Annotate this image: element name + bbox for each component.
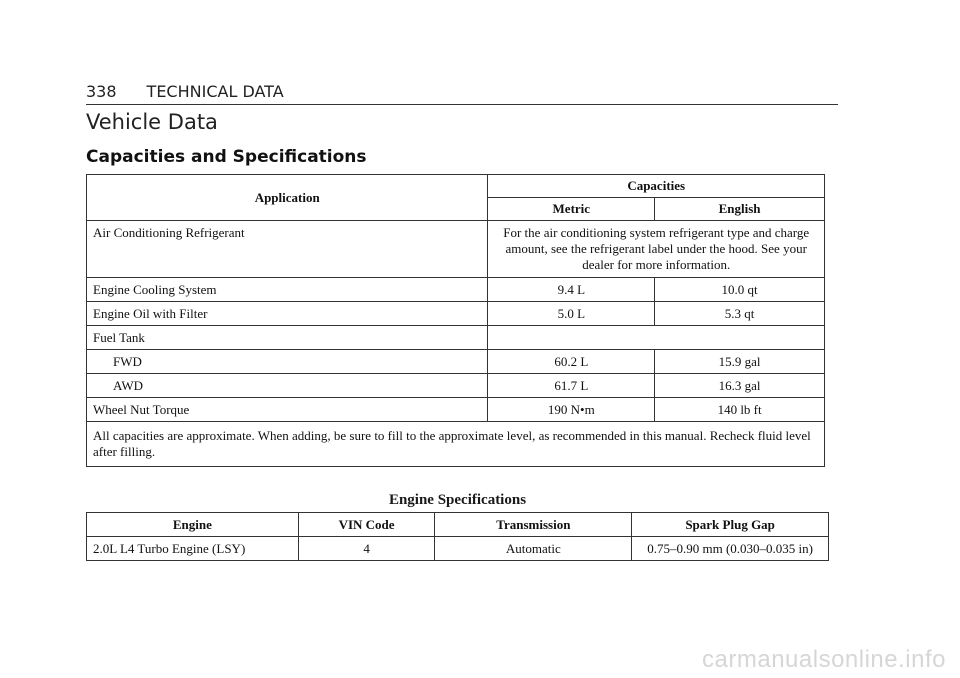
transmission-header: Transmission [435, 513, 632, 537]
table-row [87, 422, 825, 467]
vin-code-cell: 4 [298, 537, 435, 561]
section-heading: Capacities and Specifications [86, 147, 367, 167]
english-value: 15.9 gal [655, 350, 825, 374]
row-label: Engine Cooling System [87, 278, 488, 302]
engine-specs-title: Engine Specifications [388, 492, 527, 508]
section-title: TECHNICAL DATA [146, 82, 284, 101]
table-row [87, 350, 825, 374]
english-value: 140 lb ft [655, 398, 825, 422]
metric-value: 60.2 L [488, 350, 655, 374]
row-label: FWD [87, 350, 488, 374]
page-number: 338 [86, 82, 117, 101]
metric-header: Metric [488, 198, 655, 221]
watermark: carmanualsonline.info [702, 646, 946, 673]
ac-refrigerant-note: For the air conditioning system refrigerant type and charge amount, see the refrigerant label under the hood. See your dealer for more information. [488, 221, 825, 278]
capacities-header: Capacities [488, 175, 825, 198]
table-row [87, 326, 825, 350]
table-row [87, 537, 829, 561]
table-row [87, 374, 825, 398]
row-label: Wheel Nut Torque [87, 398, 488, 422]
application-header: Application [87, 175, 488, 221]
capacities-footnote: All capacities are approximate. When adding, be sure to fill to the approximate level, as recommended in this manual. Recheck fluid level after filling. [87, 422, 825, 467]
row-label: Engine Oil with Filter [87, 302, 488, 326]
spark-plug-gap-cell: 0.75–0.90 mm (0.030–0.035 in) [632, 537, 829, 561]
capacities-table [86, 174, 825, 467]
metric-value: 61.7 L [488, 374, 655, 398]
metric-value: 5.0 L [488, 302, 655, 326]
page-title: Vehicle Data [86, 110, 218, 134]
english-value: 10.0 qt [655, 278, 825, 302]
row-label: Fuel Tank [87, 326, 488, 350]
engine-header: Engine [87, 513, 299, 537]
metric-value: 9.4 L [488, 278, 655, 302]
page-header [86, 82, 838, 105]
table-row [87, 398, 825, 422]
english-header: English [655, 198, 825, 221]
table-row [87, 221, 825, 278]
vin-code-header: VIN Code [298, 513, 435, 537]
transmission-cell: Automatic [435, 537, 632, 561]
spark-plug-gap-header: Spark Plug Gap [632, 513, 829, 537]
english-value: 5.3 qt [655, 302, 825, 326]
metric-value: 190 N•m [488, 398, 655, 422]
row-label: Air Conditioning Refrigerant [87, 221, 488, 278]
empty-cell [488, 326, 825, 350]
engine-cell: 2.0L L4 Turbo Engine (LSY) [87, 537, 299, 561]
engine-specs-table [86, 512, 829, 561]
row-label: AWD [87, 374, 488, 398]
english-value: 16.3 gal [655, 374, 825, 398]
table-row [87, 302, 825, 326]
table-row [87, 278, 825, 302]
